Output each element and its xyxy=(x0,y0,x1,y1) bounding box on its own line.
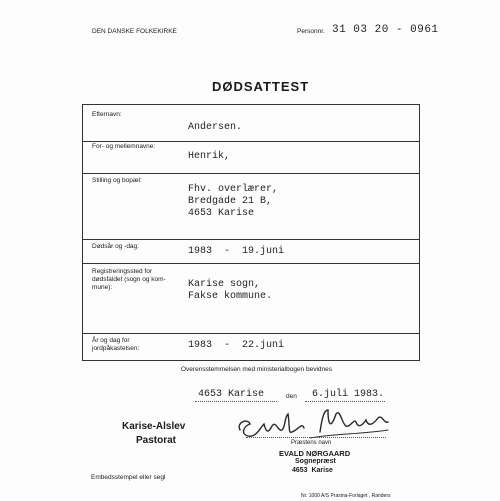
personnr-label: Personnr. xyxy=(297,28,325,35)
parish-stamp-line1: Karise-Alslev xyxy=(122,421,186,432)
surname-label: Efternavn: xyxy=(92,111,122,118)
parish-value: Karise sogn, xyxy=(188,279,261,290)
surname-value: Andersen. xyxy=(188,122,243,133)
parish-stamp-line2: Pastorat xyxy=(136,435,177,446)
confirmation-text: Overensstemmelsen med ministerialbogen bevidnes xyxy=(181,366,333,373)
signature-caption: Præstens navn xyxy=(291,440,332,446)
burial-date-value: 1983 - 22.juni xyxy=(188,340,285,351)
personnr-value: 31 03 20 - 0961 xyxy=(332,24,439,36)
row-divider xyxy=(82,333,419,334)
row-divider xyxy=(82,263,419,264)
priest-place: 4653 Karise xyxy=(292,467,333,474)
issue-date: 6.juli 1983. xyxy=(312,389,385,400)
burial-label-2: jordpåkastelsen: xyxy=(92,345,140,352)
registration-label-1: Registreringssted for xyxy=(92,268,152,275)
given-names-label: For- og mellemnavne: xyxy=(92,143,156,150)
registration-label-3: mune): xyxy=(92,284,113,291)
burial-label-1: År og dag for xyxy=(92,337,130,344)
signature-dotted-line xyxy=(246,437,386,438)
given-names-value: Henrik, xyxy=(188,151,231,162)
date-dotted-line xyxy=(305,401,385,402)
issue-place: 4653 Karise xyxy=(198,389,265,400)
row-divider xyxy=(82,239,419,240)
death-date-value: 1983 - 19.juni xyxy=(188,246,285,257)
stamp-caption: Embedsstempel eller segl xyxy=(91,474,166,481)
place-dotted-line xyxy=(195,401,277,402)
printer-footer: Nr. 1000 A/S Prasina-Forlaget , Randers xyxy=(301,493,391,499)
document-title: DØDSATTEST xyxy=(212,79,310,94)
priest-name: EVALD NØRGAARD xyxy=(279,449,351,458)
death-date-label: Dødsår og -dag: xyxy=(92,243,139,250)
occupation-address-label: Stilling og bopæl: xyxy=(92,177,142,184)
den-label: den xyxy=(286,393,297,400)
municipality-value: Fakse kommune. xyxy=(188,291,273,302)
city-value: 4653 Karise xyxy=(188,208,255,219)
registration-label-2: dødsfaldet (sogn og kom- xyxy=(92,276,166,283)
church-name: DEN DANSKE FOLKEKIRKE xyxy=(92,28,177,35)
priest-role: Sognepræst xyxy=(295,458,336,465)
street-value: Bredgade 21 B, xyxy=(188,196,273,207)
row-divider xyxy=(82,141,419,142)
row-divider xyxy=(82,173,419,174)
occupation-value: Fhv. overlærer, xyxy=(188,184,279,195)
